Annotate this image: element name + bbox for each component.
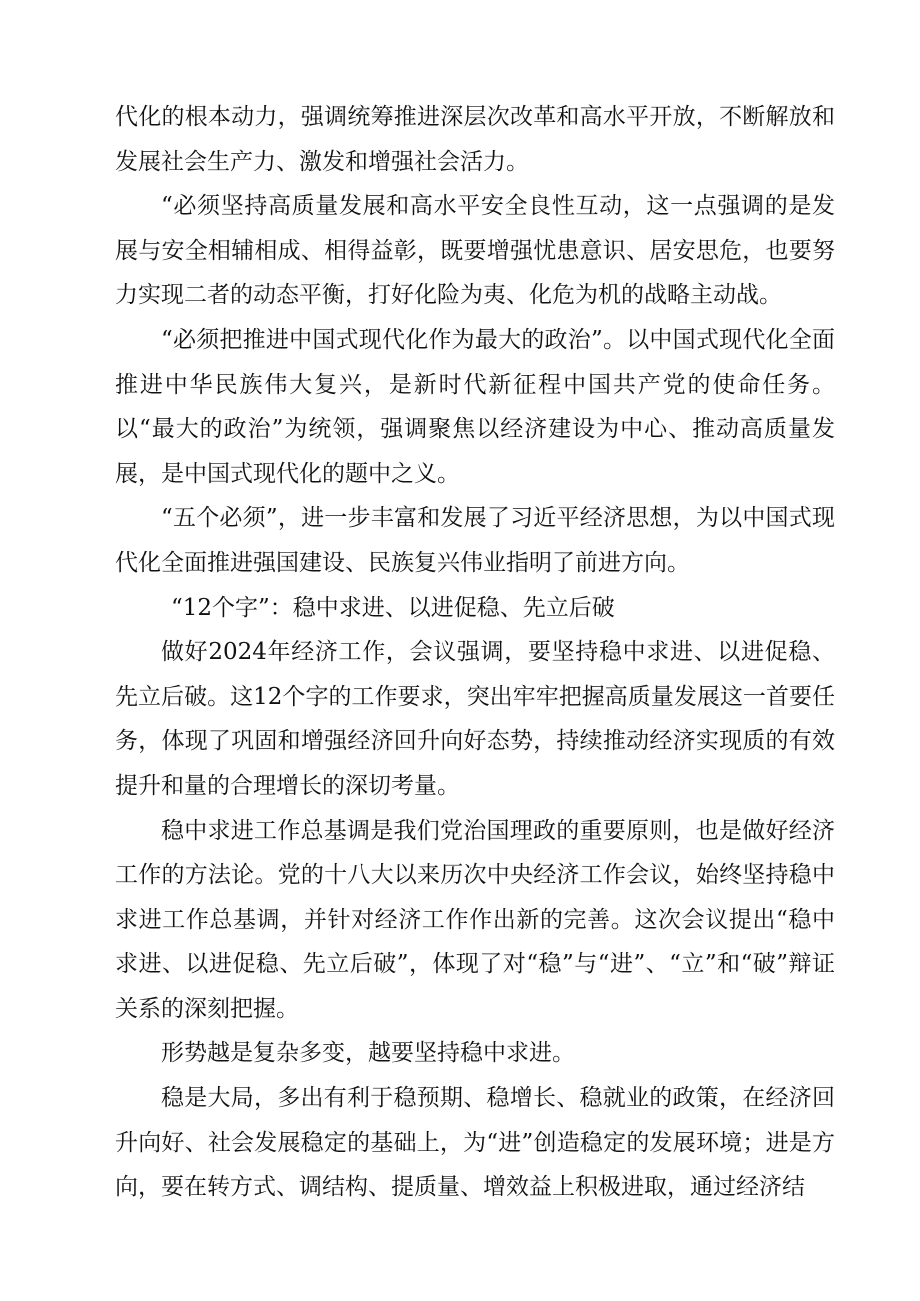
paragraph-stability-progress: 稳是大局，多出有利于稳预期、稳增长、稳就业的政策，在经济回升向好、社会发展稳定的基础上，为“进”创造稳定的发展环境；进是方向，要在转方式、调结构、提质量、增效益上积极进取，通过经济结 [115, 1085, 835, 1201]
paragraph-general-tone: 稳中求进工作总基调是我们党治国理政的重要原则，也是做好经济工作的方法论。党的十八大以来历次中央经济工作会议，始终坚持稳中求进工作总基调，并针对经济工作作出新的完善。这次会议提出“稳中求进、以进促稳、先立后破”，体现了对“稳”与“进”、“立”和“破”辩证关系的深刻把握。 [115, 817, 835, 1022]
section-heading-12-characters: “12个字”：稳中求进、以进促稳、先立后破 [171, 594, 615, 621]
paragraph-2024-economic-work: 做好2024年经济工作，会议强调，要坚持稳中求进、以进促稳、先立后破。这12个字的工作要求，突出牢牢把握高质量发展这一首要任务，体现了巩固和增强经济回升向好态势，持续推动经济实现质的有效提升和量的合理增长的深切考量。 [115, 639, 835, 799]
document-body [115, 95, 835, 1210]
paragraph-complex-situation: 形势越是复杂多变，越要坚持稳中求进。 [161, 1040, 575, 1067]
paragraph-chinese-modernization: “必须把推进中国式现代化作为最大的政治”。以中国式现代化全面推进中华民族伟大复兴，是新时代新征程中国共产党的使命任务。以“最大的政治”为统领，强调聚焦以经济建设为中心、推动高质量发展，是中国式现代化的题中之义。 [115, 326, 835, 487]
paragraph-continuation: 代化的根本动力，强调统筹推进深层次改革和高水平开放，不断解放和发展社会生产力、激发和增强社会活力。 [115, 104, 835, 175]
paragraph-five-musts: “五个必须”，进一步丰富和发展了习近平经济思想，为以中国式现代化全面推进强国建设、民族复兴伟业指明了前进方向。 [115, 505, 835, 576]
paragraph-development-security: “必须坚持高质量发展和高水平安全良性互动，这一点强调的是发展与安全相辅相成、相得益彰，既要增强忧患意识、居安思危，也要努力实现二者的动态平衡，打好化险为夷、化危为机的战略主动战。 [115, 193, 835, 309]
